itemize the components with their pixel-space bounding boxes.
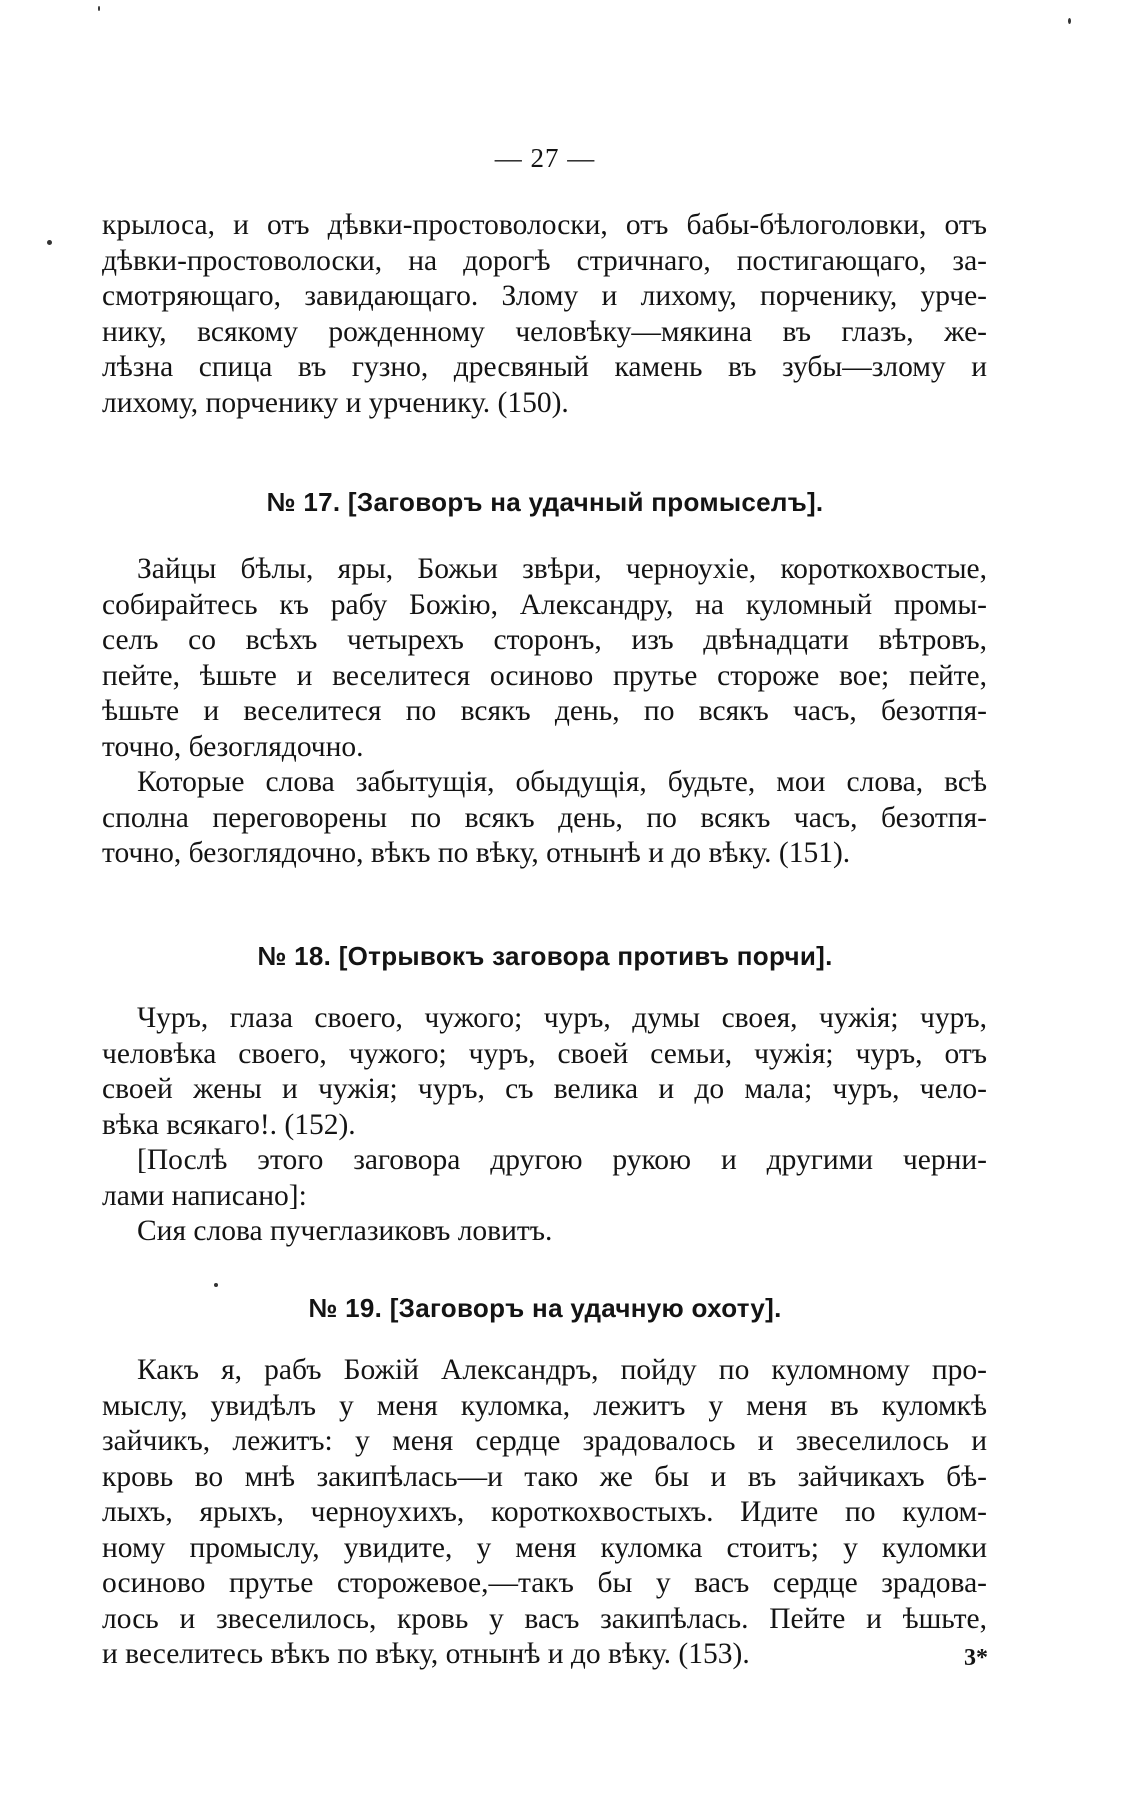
section-heading-18: № 18. [Отрывокъ заговора противъ порчи].: [257, 941, 833, 971]
text-line: лами написано]:: [102, 1179, 307, 1212]
text-line: и веселитесь вѣкъ по вѣку, отнынѣ и до вѣку. (153).: [102, 1638, 750, 1670]
section-heading-19: № 19. [Заговоръ на удачную охоту].: [308, 1293, 782, 1323]
section-heading-17: № 17. [Заговоръ на удачный промыселъ].: [266, 487, 824, 517]
paragraph-editor-note: [102, 1143, 987, 1214]
paragraph-charm-18: [102, 1001, 987, 1143]
paragraph-charm-19: [102, 1353, 987, 1673]
text-line: Чуръ, глаза своего, чужого; чуръ, думы своея, чужія; чуръ,: [137, 1002, 987, 1034]
paragraph-handwritten-addition: [102, 1214, 987, 1250]
text-line: человѣка своего, чужого; чуръ, своей семьи, чужія; чуръ, отъ: [102, 1037, 987, 1070]
scan-speck: [47, 240, 52, 245]
scan-speck: [98, 6, 100, 11]
text-line: Зайцы бѣлы, яры, Божьи звѣри, черноухіе, короткохвостые,: [137, 553, 987, 585]
text-line: кровь во мнѣ закипѣлась—и тако же бы и въ зайчикахъ бѣ-: [102, 1460, 987, 1493]
paragraph-charm-17: [102, 552, 987, 765]
text-line: Которые слова забытущія, обыдущія, будьте, мои слова, всѣ: [137, 766, 987, 798]
text-line: лѣзна спица въ гузно, дресвяный камень въ зубы—злому и: [102, 351, 987, 383]
text-line: [Послѣ этого заговора другою рукою и другими черни-: [137, 1144, 987, 1176]
text-line: точно, безоглядочно, вѣкъ по вѣку, отнынѣ и до вѣку. (151).: [102, 837, 851, 869]
text-line: лыхъ, ярыхъ, черноухихъ, короткохвостыхъ. Идите по кулом-: [102, 1496, 987, 1528]
text-line: смотряющаго, завидающаго. Злому и лихому, порченику, урче-: [102, 280, 987, 312]
scan-speck: [1068, 18, 1071, 24]
text-line: пейте, ѣшьте и веселитеся осиново прутье стороже вое; пейте,: [102, 659, 987, 692]
signature-mark: 3*: [964, 1645, 988, 1671]
text-line: дѣвки-простоволоски, на дорогѣ стричнаго, постигающаго, за-: [102, 244, 987, 277]
text-line: точно, безоглядочно.: [102, 730, 364, 763]
text-line: вѣка всякаго!. (152).: [102, 1108, 356, 1141]
paragraph-continuation-150: [102, 208, 987, 421]
text-line: ному промыслу, увидите, у меня куломка стоитъ; у куломки: [102, 1531, 987, 1564]
text-line: собирайтесь къ рабу Божію, Александру, на куломный промы-: [102, 588, 987, 621]
text-line: крылоса, и отъ дѣвки-простоволоски, отъ бабы-бѣлоголовки, отъ: [102, 209, 987, 241]
text-line: своей жены и чужія; чуръ, съ велика и до мала; чуръ, чело-: [102, 1073, 987, 1105]
text-line: Сия слова пучеглазиковъ ловитъ.: [137, 1215, 553, 1247]
text-line: лихому, порченику и урченику. (150).: [102, 386, 569, 419]
text-line: сполна переговорены по всякъ день, по всякъ часъ, безотпя-: [102, 801, 987, 834]
scan-speck: [214, 1283, 218, 1287]
text-line: Какъ я, рабъ Божій Александръ, пойду по куломному про-: [137, 1354, 987, 1386]
paragraph-charm-17-ending: [102, 765, 987, 872]
text-line: ѣшьте и веселитеся по всякъ день, по всякъ часъ, безотпя-: [102, 695, 987, 727]
text-line: осиново прутье сторожевое,—такъ бы у васъ сердце зрадова-: [102, 1567, 987, 1599]
text-line: зайчикъ, лежитъ: у меня сердце зрадовалось и звеселилось и: [102, 1425, 987, 1457]
text-line: селъ со всѣхъ четырехъ сторонъ, изъ двѣнадцати вѣтровъ,: [102, 624, 987, 656]
text-line: мыслу, увидѣлъ у меня куломка, лежитъ у меня въ куломкѣ: [102, 1389, 987, 1422]
text-line: лось и звеселилось, кровь у васъ закипѣлась. Пейте и ѣшьте,: [102, 1602, 987, 1635]
text-line: нику, всякому рожденному человѣку—мякина въ глазъ, же-: [102, 315, 987, 348]
page-number: — 27 —: [494, 143, 596, 173]
